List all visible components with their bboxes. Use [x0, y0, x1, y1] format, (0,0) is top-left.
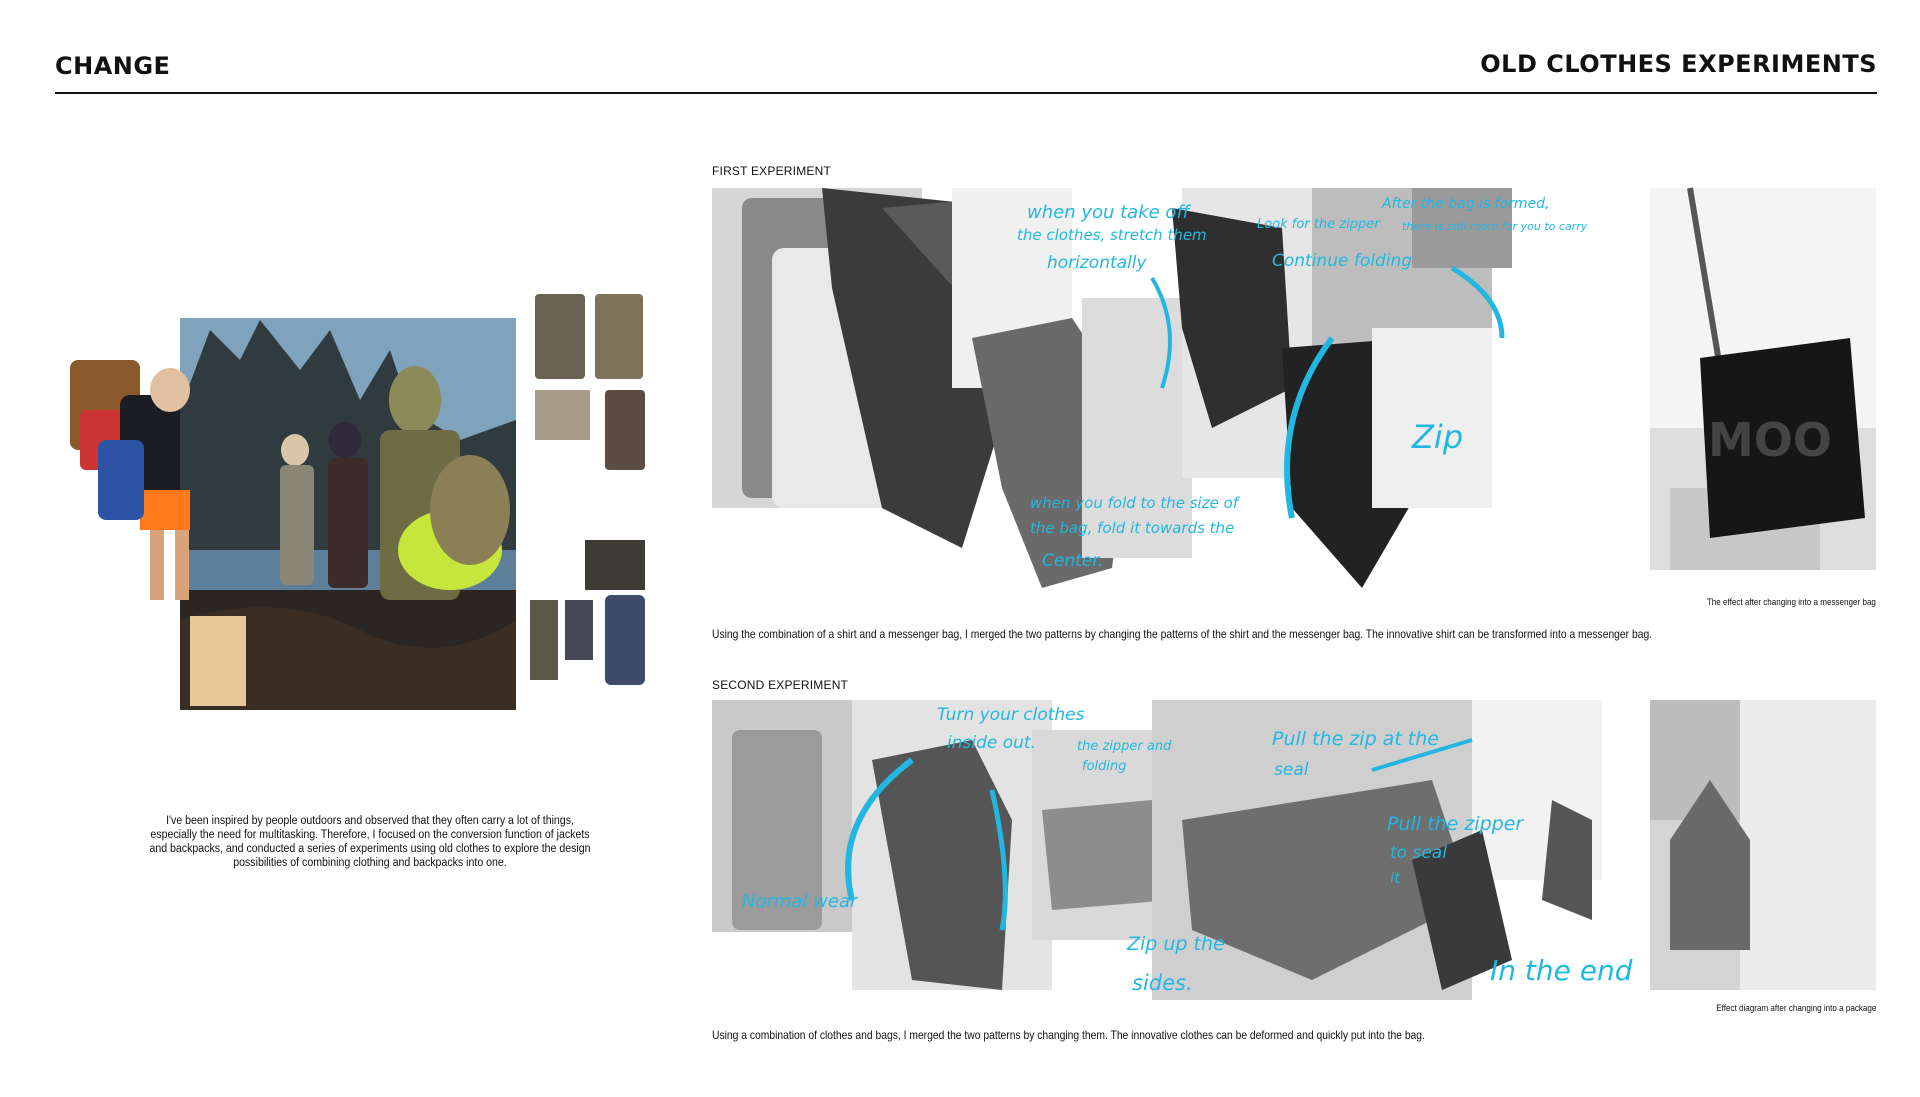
result-bag-print: MOO	[1708, 413, 1832, 467]
first-experiment-caption: Using the combination of a shirt and a messenger bag, I merged the two patterns by changing the patterns of the shirt and the messenger bag. The innovative shirt can be transformed into a messenger bag.	[712, 627, 1653, 641]
svg-text:when you fold to the size of: when you fold to the size of	[1030, 494, 1239, 512]
svg-text:Zip: Zip	[1412, 418, 1464, 456]
svg-text:Zip up the: Zip up the	[1127, 933, 1225, 955]
svg-text:folding: folding	[1082, 759, 1127, 774]
header-right-title: OLD CLOTHES EXPERIMENTS	[1480, 50, 1877, 78]
svg-text:the bag, fold it towards the: the bag, fold it towards the	[1030, 519, 1235, 537]
first-experiment-label: FIRST EXPERIMENT	[712, 164, 831, 178]
svg-text:Pull the zipper: Pull the zipper	[1387, 813, 1524, 835]
svg-text:Center.: Center.	[1042, 551, 1104, 571]
svg-text:sides.: sides.	[1132, 971, 1193, 995]
first-experiment-result-photo	[1650, 188, 1876, 570]
second-experiment-result-caption: Effect diagram after changing into a package	[1715, 1003, 1876, 1014]
svg-text:to seal: to seal	[1390, 843, 1447, 863]
second-experiment-caption: Using a combination of clothes and bags, I merged the two patterns by changing them. The innovative clothes can be deformed and quickly put into the bag.	[712, 1028, 1425, 1042]
header-divider	[55, 92, 1877, 94]
svg-text:In the end: In the end	[1490, 954, 1633, 987]
first-experiment-process-photo	[712, 188, 1602, 598]
svg-text:it: it	[1390, 869, 1401, 887]
second-experiment-result-photo	[1650, 700, 1876, 990]
second-experiment-label: SECOND EXPERIMENT	[712, 678, 849, 692]
svg-text:the zipper and: the zipper and	[1077, 739, 1172, 754]
svg-text:there is still room for you to: there is still room for you to carry	[1402, 220, 1588, 233]
svg-text:Normal wear: Normal wear	[742, 891, 858, 912]
svg-text:seal: seal	[1274, 760, 1309, 780]
svg-text:Continue folding: Continue folding	[1272, 251, 1413, 271]
svg-text:the clothes, stretch them: the clothes, stretch them	[1017, 226, 1207, 244]
svg-text:inside out.: inside out.	[947, 733, 1036, 753]
svg-text:After the bag is formed,: After the bag is formed,	[1382, 196, 1550, 212]
svg-text:Pull the zip at the: Pull the zip at the	[1272, 728, 1439, 750]
header-left-title: CHANGE	[55, 52, 171, 80]
second-experiment-process-photo	[712, 700, 1633, 1000]
svg-text:Turn your clothes: Turn your clothes	[937, 705, 1085, 725]
svg-text:horizontally: horizontally	[1047, 253, 1147, 273]
inspiration-collage	[60, 290, 650, 730]
svg-text:when you take off: when you take off	[1027, 202, 1190, 223]
first-experiment-result-caption: The effect after changing into a messenger bag	[1706, 597, 1876, 608]
intro-text: I've been inspired by people outdoors and observed that they often carry a lot of things, especially the need for multitasking. Therefore, I focused on the conversion function of jackets and backpacks, and conducted a series of experiments using old clothes to explore the design possibilities of combining clothing and backpacks into one.	[149, 815, 591, 869]
svg-text:Look for the zipper: Look for the zipper	[1257, 217, 1380, 232]
